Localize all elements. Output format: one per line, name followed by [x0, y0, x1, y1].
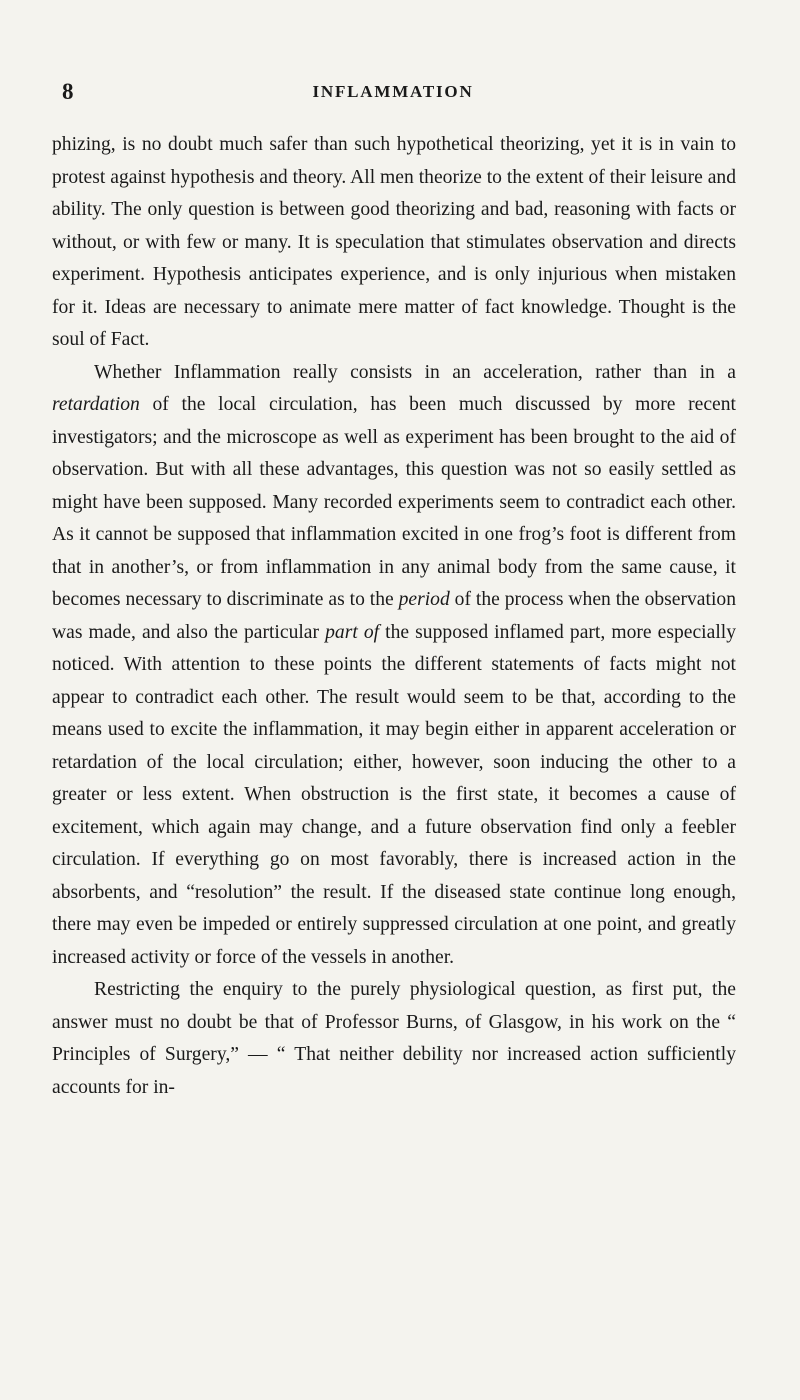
italic-text-run: part of [325, 621, 380, 643]
text-run: of the local circulation, has been much discussed by more recent investigators; and the microscope as well as experiment has been brought to the aid of observation. But with all these advantages, this question was not so easily settled as might have been supposed. Many recorded experiments seem to contradict each other. As it cannot be supposed that inflammation excited in one frog’s foot is different from that in another’s, or from inflammation in any animal body from the same cause, it becomes necessary to discriminate as to the [52, 394, 736, 610]
body-text [52, 129, 736, 1104]
text-run: Whether Inflammation really consists in an acceleration, rather than in a [94, 361, 736, 383]
paragraph-2 [52, 357, 736, 975]
running-title: INFLAMMATION [312, 82, 474, 101]
text-run: the supposed inflamed part, more especially noticed. With attention to these points the different statements of facts might not appear to contradict each other. The result would seem to be that, according to the means used to excite the inflammation, it may begin either in apparent acceleration or retardation of the local circulation; either, however, soon inducing the other to a greater or less extent. When obstruction is the first state, it becomes a cause of excitement, which again may change, and a future observation find only a feebler circulation. If everything go on most favorably, there is increased action in the absorbents, and “resolution” the result. If the diseased state continue long enough, there may even be impeded or entirely suppressed circulation at one point, and greatly increased activity or force of the vessels in another. [52, 621, 737, 968]
text-run: Restricting the enquiry to the purely physiological question, as first put, the answer must no doubt be that of Professor Burns, of Glasgow, in his work on the “ Principles of Surgery,” — “ That neither debility nor increased action sufficiently accounts for in- [52, 979, 736, 1098]
italic-text-run: period [398, 589, 450, 610]
paragraph-1 [52, 129, 736, 357]
text-run: of the process when the observation was made, and also the particular [52, 589, 736, 643]
text-run: phizing, is no doubt much safer than such hypothetical theorizing, yet it is in vain to protest against hypothesis and theory. All men theorize to the extent of their leisure and ability. The only question is between good theorizing and bad, reasoning with facts or without, or with few or many. It is speculation that stimulates observation and directs experiment. Hypothesis anticipates experience, and is only injurious when mistaken for it. Ideas are necessary to animate mere matter of fact knowledge. Thought is the soul of Fact. [52, 134, 736, 350]
italic-text-run: retardation [52, 394, 140, 415]
running-head [52, 79, 734, 109]
paragraph-3 [52, 974, 736, 1104]
page-number: 8 [62, 79, 74, 104]
